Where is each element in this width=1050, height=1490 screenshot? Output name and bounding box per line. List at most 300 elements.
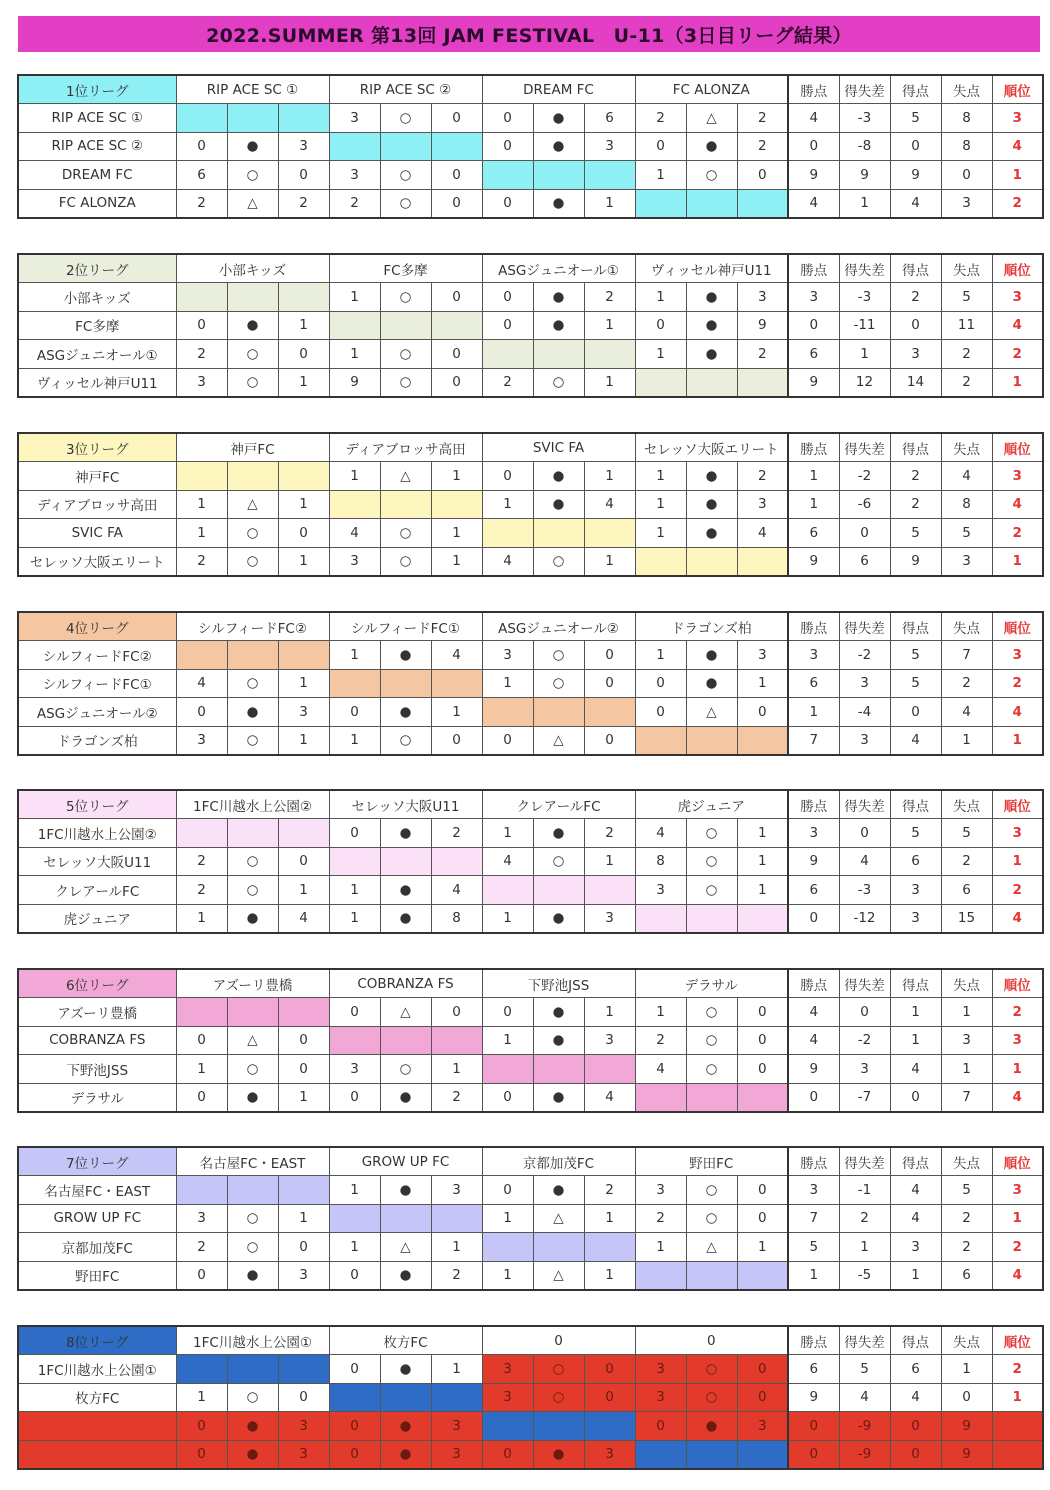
stat-header: 得失差 <box>839 1147 890 1176</box>
stat-cell: -3 <box>839 104 890 132</box>
score-cell: 0 <box>737 1355 788 1383</box>
self-match-cell <box>329 311 380 339</box>
rank-cell: 4 <box>992 132 1043 160</box>
stat-cell: 1 <box>941 1055 992 1083</box>
score-cell: 0 <box>635 311 686 339</box>
stat-cell: 5 <box>890 819 941 847</box>
rank-cell: 1 <box>992 1383 1043 1411</box>
score-cell: 0 <box>329 1355 380 1383</box>
result-symbol: ● <box>227 132 278 160</box>
stat-header: 勝点 <box>788 612 839 641</box>
score-cell: 0 <box>482 1083 533 1112</box>
stat-cell: 0 <box>839 519 890 547</box>
score-cell: 4 <box>737 519 788 547</box>
score-cell: 3 <box>635 876 686 904</box>
team-header: アズーリ豊橋 <box>176 969 329 998</box>
score-cell: 3 <box>482 641 533 669</box>
stat-cell: 1 <box>788 1261 839 1290</box>
rank-cell: 4 <box>992 311 1043 339</box>
stat-header: 失点 <box>941 1326 992 1355</box>
rank-cell: 2 <box>992 189 1043 218</box>
stat-header: 順位 <box>992 1147 1043 1176</box>
rank-cell: 1 <box>992 1204 1043 1232</box>
score-cell: 0 <box>176 1083 227 1112</box>
self-match-cell <box>431 1026 482 1054</box>
score-cell: 0 <box>176 311 227 339</box>
self-match-cell <box>584 340 635 368</box>
stat-cell: 4 <box>890 1383 941 1411</box>
score-cell: 2 <box>584 1176 635 1204</box>
stat-cell: 5 <box>839 1355 890 1383</box>
score-cell: 0 <box>176 698 227 726</box>
stat-header: 得失差 <box>839 254 890 283</box>
result-symbol: ● <box>686 490 737 518</box>
result-symbol: △ <box>533 726 584 755</box>
league-name: 1位リーグ <box>18 75 176 104</box>
self-match-cell <box>278 998 329 1026</box>
score-cell: 0 <box>176 1261 227 1290</box>
score-cell: 1 <box>584 189 635 218</box>
result-symbol: ● <box>533 104 584 132</box>
stat-cell: -9 <box>839 1412 890 1440</box>
score-cell: 0 <box>584 641 635 669</box>
self-match-cell <box>635 1261 686 1290</box>
result-symbol: ○ <box>227 161 278 189</box>
score-cell: 0 <box>278 340 329 368</box>
score-cell: 3 <box>329 547 380 576</box>
stat-header: 順位 <box>992 1326 1043 1355</box>
stat-cell: 4 <box>788 189 839 218</box>
result-symbol: ○ <box>686 1055 737 1083</box>
self-match-cell <box>482 1233 533 1261</box>
stat-cell: 2 <box>941 1233 992 1261</box>
score-cell: 0 <box>278 1233 329 1261</box>
league-table-8 <box>17 1325 1044 1470</box>
score-cell: 1 <box>329 876 380 904</box>
stat-header: 得点 <box>890 969 941 998</box>
score-cell: 0 <box>737 1204 788 1232</box>
team-row-label: 枚方FC <box>18 1383 176 1411</box>
score-cell: 2 <box>482 368 533 397</box>
result-symbol: ○ <box>227 519 278 547</box>
rank-cell: 4 <box>992 904 1043 933</box>
self-match-cell <box>176 462 227 490</box>
result-symbol: ○ <box>227 726 278 755</box>
score-cell: 3 <box>584 1440 635 1469</box>
stat-cell: 6 <box>788 1355 839 1383</box>
result-symbol: ● <box>380 904 431 933</box>
self-match-cell <box>635 368 686 397</box>
score-cell: 4 <box>482 547 533 576</box>
score-cell: 1 <box>584 847 635 875</box>
score-cell: 1 <box>329 283 380 311</box>
league-table-6 <box>17 968 1044 1113</box>
stat-cell: 14 <box>890 368 941 397</box>
rank-cell: 4 <box>992 1083 1043 1112</box>
result-symbol: ● <box>380 641 431 669</box>
self-match-cell <box>737 1261 788 1290</box>
stat-cell: 3 <box>788 641 839 669</box>
team-header: ディアブロッサ高田 <box>329 433 482 462</box>
stat-cell: 5 <box>941 283 992 311</box>
rank-cell: 1 <box>992 1055 1043 1083</box>
result-symbol: ○ <box>227 1204 278 1232</box>
self-match-cell <box>686 189 737 218</box>
stat-cell: 9 <box>890 161 941 189</box>
stat-cell: 0 <box>839 819 890 847</box>
score-cell: 1 <box>278 1204 329 1232</box>
stat-cell: 3 <box>890 1233 941 1261</box>
stat-header: 失点 <box>941 433 992 462</box>
team-header: 虎ジュニア <box>635 790 788 819</box>
result-symbol: ○ <box>533 368 584 397</box>
stat-header: 順位 <box>992 75 1043 104</box>
result-symbol: ○ <box>380 368 431 397</box>
score-cell: 1 <box>431 1055 482 1083</box>
stat-header: 得失差 <box>839 790 890 819</box>
self-match-cell <box>227 998 278 1026</box>
stat-header: 勝点 <box>788 254 839 283</box>
self-match-cell <box>380 1383 431 1411</box>
score-cell: 2 <box>431 819 482 847</box>
self-match-cell <box>737 1440 788 1469</box>
self-match-cell <box>278 1355 329 1383</box>
self-match-cell <box>533 340 584 368</box>
result-symbol: ● <box>380 1083 431 1112</box>
score-cell: 3 <box>584 132 635 160</box>
result-symbol: △ <box>533 1204 584 1232</box>
result-symbol: ○ <box>533 641 584 669</box>
score-cell: 6 <box>584 104 635 132</box>
stat-cell: 3 <box>788 283 839 311</box>
score-cell: 0 <box>737 698 788 726</box>
stat-cell: 2 <box>941 368 992 397</box>
self-match-cell <box>380 847 431 875</box>
result-symbol: ● <box>686 669 737 697</box>
self-match-cell <box>686 726 737 755</box>
stat-header: 勝点 <box>788 433 839 462</box>
team-row-label: 京都加茂FC <box>18 1233 176 1261</box>
stat-cell: 0 <box>890 1440 941 1469</box>
score-cell: 2 <box>737 104 788 132</box>
stat-cell: 5 <box>890 519 941 547</box>
stat-cell: 6 <box>941 876 992 904</box>
team-row-label <box>18 1412 176 1440</box>
result-symbol: ○ <box>227 340 278 368</box>
stat-cell: 9 <box>788 547 839 576</box>
score-cell: 0 <box>584 1355 635 1383</box>
league-table-5 <box>17 789 1044 934</box>
self-match-cell <box>533 161 584 189</box>
league-table-1 <box>17 74 1044 219</box>
score-cell: 1 <box>584 1204 635 1232</box>
score-cell: 3 <box>431 1412 482 1440</box>
score-cell: 0 <box>482 132 533 160</box>
score-cell: 1 <box>737 847 788 875</box>
team-header: ASGジュニオール① <box>482 254 635 283</box>
self-match-cell <box>686 547 737 576</box>
stat-cell: 1 <box>839 189 890 218</box>
result-symbol: △ <box>227 1026 278 1054</box>
stat-cell: 8 <box>941 104 992 132</box>
score-cell: 3 <box>176 368 227 397</box>
stat-cell: 8 <box>941 132 992 160</box>
result-symbol: ○ <box>380 161 431 189</box>
score-cell: 2 <box>176 189 227 218</box>
stat-cell: 9 <box>890 547 941 576</box>
score-cell: 0 <box>737 1176 788 1204</box>
self-match-cell <box>533 876 584 904</box>
self-match-cell <box>686 1261 737 1290</box>
result-symbol: ● <box>227 1440 278 1469</box>
stat-cell: 6 <box>890 1355 941 1383</box>
self-match-cell <box>584 698 635 726</box>
stat-cell: 12 <box>839 368 890 397</box>
result-symbol: ● <box>533 1083 584 1112</box>
team-row-label: SVIC FA <box>18 519 176 547</box>
score-cell: 2 <box>737 462 788 490</box>
score-cell: 0 <box>278 519 329 547</box>
result-symbol: ○ <box>533 1383 584 1411</box>
self-match-cell <box>737 368 788 397</box>
stat-header: 得失差 <box>839 969 890 998</box>
team-row-label: ドラゴンズ柏 <box>18 726 176 755</box>
stat-cell: 5 <box>890 669 941 697</box>
stat-header: 順位 <box>992 969 1043 998</box>
score-cell: 1 <box>278 726 329 755</box>
result-symbol: ○ <box>686 161 737 189</box>
stat-cell: -4 <box>839 698 890 726</box>
score-cell: 1 <box>329 641 380 669</box>
result-symbol: ○ <box>533 847 584 875</box>
score-cell: 3 <box>278 1261 329 1290</box>
stat-header: 得点 <box>890 254 941 283</box>
score-cell: 3 <box>737 641 788 669</box>
stat-header: 得点 <box>890 1147 941 1176</box>
page-title: 2022.SUMMER 第13回 JAM FESTIVAL U-11（3日目リーグ結果） <box>206 24 852 47</box>
score-cell: 3 <box>635 1176 686 1204</box>
league-name: 8位リーグ <box>18 1326 176 1355</box>
result-symbol: ● <box>380 1176 431 1204</box>
result-symbol: ○ <box>380 1055 431 1083</box>
self-match-cell <box>227 104 278 132</box>
score-cell: 0 <box>482 283 533 311</box>
score-cell: 0 <box>737 161 788 189</box>
score-cell: 1 <box>431 547 482 576</box>
score-cell: 9 <box>329 368 380 397</box>
stat-cell: 6 <box>839 547 890 576</box>
self-match-cell <box>533 698 584 726</box>
score-cell: 0 <box>329 819 380 847</box>
stat-header: 得失差 <box>839 1326 890 1355</box>
stat-cell: -11 <box>839 311 890 339</box>
score-cell: 0 <box>431 368 482 397</box>
self-match-cell <box>278 283 329 311</box>
stat-cell: 6 <box>788 669 839 697</box>
stat-cell: 7 <box>941 1083 992 1112</box>
self-match-cell <box>176 1176 227 1204</box>
stat-cell: 2 <box>890 462 941 490</box>
result-symbol: ● <box>227 904 278 933</box>
rank-cell: 2 <box>992 340 1043 368</box>
rank-cell <box>992 1412 1043 1440</box>
stat-cell: -1 <box>839 1176 890 1204</box>
self-match-cell <box>482 698 533 726</box>
stat-cell: 0 <box>941 1383 992 1411</box>
result-symbol: ● <box>380 1412 431 1440</box>
team-header: 枚方FC <box>329 1326 482 1355</box>
team-header: 下野池JSS <box>482 969 635 998</box>
score-cell: 1 <box>482 1026 533 1054</box>
result-symbol: ● <box>533 998 584 1026</box>
stat-cell: -8 <box>839 132 890 160</box>
score-cell: 0 <box>329 998 380 1026</box>
self-match-cell <box>380 669 431 697</box>
stat-cell: 7 <box>941 641 992 669</box>
score-cell: 1 <box>635 1233 686 1261</box>
score-cell: 1 <box>584 311 635 339</box>
score-cell: 6 <box>176 161 227 189</box>
self-match-cell <box>227 641 278 669</box>
result-symbol: ○ <box>686 876 737 904</box>
result-symbol: ○ <box>227 1233 278 1261</box>
stat-cell: 9 <box>788 847 839 875</box>
self-match-cell <box>584 1055 635 1083</box>
stat-cell: 2 <box>839 1204 890 1232</box>
team-row-label: クレアールFC <box>18 876 176 904</box>
score-cell: 2 <box>737 340 788 368</box>
result-symbol: ○ <box>686 847 737 875</box>
stat-cell: 8 <box>941 490 992 518</box>
score-cell: 1 <box>635 519 686 547</box>
result-symbol: ○ <box>380 340 431 368</box>
score-cell: 0 <box>584 669 635 697</box>
team-header: ASGジュニオール② <box>482 612 635 641</box>
score-cell: 4 <box>431 641 482 669</box>
title-banner <box>18 16 1040 52</box>
stat-cell: 9 <box>941 1440 992 1469</box>
score-cell: 3 <box>482 1355 533 1383</box>
score-cell: 0 <box>329 1261 380 1290</box>
stat-cell: 1 <box>788 462 839 490</box>
result-symbol: ○ <box>227 1383 278 1411</box>
score-cell: 1 <box>635 641 686 669</box>
stat-header: 得失差 <box>839 433 890 462</box>
self-match-cell <box>278 462 329 490</box>
stat-cell: 4 <box>839 1383 890 1411</box>
team-header: 野田FC <box>635 1147 788 1176</box>
team-row-label: RIP ACE SC ② <box>18 132 176 160</box>
team-row-label: RIP ACE SC ① <box>18 104 176 132</box>
stat-header: 順位 <box>992 254 1043 283</box>
rank-cell: 2 <box>992 1233 1043 1261</box>
stat-cell: 1 <box>941 998 992 1026</box>
score-cell: 1 <box>431 462 482 490</box>
stat-cell: 3 <box>839 726 890 755</box>
stat-cell: 4 <box>839 847 890 875</box>
rank-cell: 4 <box>992 698 1043 726</box>
score-cell: 2 <box>584 283 635 311</box>
score-cell: 0 <box>176 1412 227 1440</box>
score-cell: 1 <box>278 669 329 697</box>
score-cell: 0 <box>278 847 329 875</box>
result-symbol: ● <box>380 1261 431 1290</box>
result-symbol: ● <box>533 283 584 311</box>
score-cell: 0 <box>635 669 686 697</box>
score-cell: 1 <box>737 1233 788 1261</box>
score-cell: 3 <box>431 1440 482 1469</box>
league-name: 4位リーグ <box>18 612 176 641</box>
league-name: 2位リーグ <box>18 254 176 283</box>
self-match-cell <box>635 726 686 755</box>
self-match-cell <box>431 847 482 875</box>
team-header: 名古屋FC・EAST <box>176 1147 329 1176</box>
result-symbol: ● <box>533 1440 584 1469</box>
score-cell: 3 <box>278 1412 329 1440</box>
self-match-cell <box>584 1233 635 1261</box>
self-match-cell <box>227 462 278 490</box>
stat-cell: 4 <box>788 104 839 132</box>
stat-cell: 1 <box>941 1355 992 1383</box>
score-cell: 3 <box>278 132 329 160</box>
score-cell: 1 <box>431 519 482 547</box>
score-cell: 1 <box>584 998 635 1026</box>
stat-cell: 5 <box>941 1176 992 1204</box>
score-cell: 2 <box>278 189 329 218</box>
score-cell: 1 <box>584 368 635 397</box>
result-symbol: △ <box>380 462 431 490</box>
result-symbol: ○ <box>380 283 431 311</box>
self-match-cell <box>176 1355 227 1383</box>
team-row-label: アズーリ豊橋 <box>18 998 176 1026</box>
score-cell: 1 <box>584 462 635 490</box>
score-cell: 1 <box>635 283 686 311</box>
stat-cell: -2 <box>839 462 890 490</box>
stat-cell: 3 <box>788 819 839 847</box>
score-cell: 0 <box>278 1055 329 1083</box>
stat-cell: 3 <box>941 189 992 218</box>
stat-cell: 4 <box>788 998 839 1026</box>
rank-cell: 4 <box>992 490 1043 518</box>
stat-cell: 2 <box>890 283 941 311</box>
team-header: FC多摩 <box>329 254 482 283</box>
self-match-cell <box>584 161 635 189</box>
league-table-3 <box>17 432 1044 577</box>
result-symbol: ● <box>533 819 584 847</box>
team-row-label: 虎ジュニア <box>18 904 176 933</box>
stat-cell: 1 <box>890 1026 941 1054</box>
self-match-cell <box>329 847 380 875</box>
self-match-cell <box>482 161 533 189</box>
rank-cell: 4 <box>992 1261 1043 1290</box>
score-cell: 0 <box>176 1026 227 1054</box>
stat-cell: 1 <box>890 998 941 1026</box>
rank-cell: 3 <box>992 1176 1043 1204</box>
score-cell: 1 <box>431 1233 482 1261</box>
result-symbol: ○ <box>686 1383 737 1411</box>
result-symbol: △ <box>686 1233 737 1261</box>
score-cell: 1 <box>176 490 227 518</box>
self-match-cell <box>431 1204 482 1232</box>
stat-cell: 2 <box>941 847 992 875</box>
stat-header: 得点 <box>890 790 941 819</box>
score-cell: 3 <box>278 698 329 726</box>
stat-header: 失点 <box>941 612 992 641</box>
result-symbol: ● <box>533 1026 584 1054</box>
stat-cell: 0 <box>788 311 839 339</box>
self-match-cell <box>278 819 329 847</box>
score-cell: 1 <box>329 340 380 368</box>
